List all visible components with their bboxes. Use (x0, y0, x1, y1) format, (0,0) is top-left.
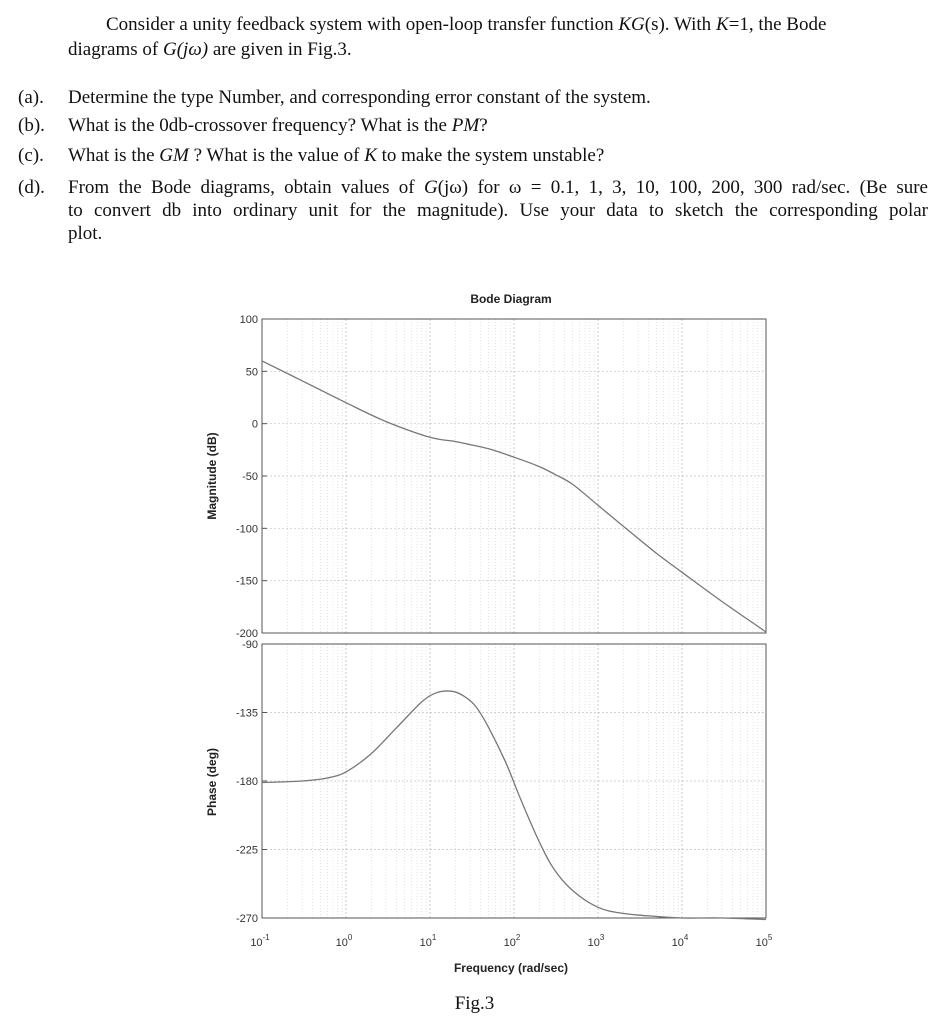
x-tick-exponent: 3 (599, 933, 605, 942)
intro-text-3: =1, the Bode (728, 14, 827, 35)
figure-caption: Fig.3 (454, 993, 495, 1014)
x-tick-base: 10 (335, 937, 348, 949)
x-tick-exponent: 1 (431, 933, 437, 942)
x-tick-exponent: 0 (347, 933, 353, 942)
question-b-text-a: What is the 0db-crossover frequency? What is the (68, 115, 452, 136)
frequency-x-tick-label (336, 933, 353, 949)
magnitude-y-tick-label: 100 (239, 314, 258, 326)
question-c-text-c: to make the system unstable? (376, 145, 605, 166)
phase-y-tick-label: -135 (235, 707, 258, 720)
magnitude-y-tick-label: -150 (235, 575, 258, 588)
intro-text-5: are given in Fig.3. (208, 39, 352, 60)
question-d-line-2: to convert db into ordinary unit for the magnitude). Use your data to sketch the corresponding polar (68, 200, 928, 221)
x-tick-base: 10 (419, 937, 432, 949)
question-c-k: K (364, 145, 377, 166)
intro-text-1: Consider a unity feedback system with open-loop transfer function (106, 14, 619, 35)
question-d-text-a: From the Bode diagrams, obtain values of (68, 177, 424, 198)
magnitude-y-tick-label: -200 (235, 628, 258, 640)
question-b-pm: PM (451, 115, 480, 136)
frequency-x-tick-label (504, 933, 521, 949)
frequency-x-tick-label (250, 933, 270, 949)
question-c-gm: GM (159, 145, 189, 166)
frequency-x-tick-label (672, 933, 689, 949)
question-b-label: (b). (18, 115, 45, 136)
question-c-label: (c). (18, 145, 44, 166)
frequency-x-label: Frequency (rad/sec) (453, 961, 569, 975)
question-d-text-b: (jω) for ω = 0.1, 1, 3, 10, 100, 200, 300 rad/sec. (Be sure (437, 177, 928, 198)
x-tick-exponent: 2 (515, 933, 521, 942)
frequency-x-tick-label (420, 933, 437, 949)
x-tick-exponent: 5 (767, 933, 773, 942)
phase-y-tick-label: -225 (235, 844, 258, 857)
phase-y-tick-label: -270 (235, 913, 258, 925)
frequency-x-tick-label (756, 933, 773, 949)
frequency-x-tick-label (588, 933, 605, 949)
question-d-g: G (423, 177, 438, 198)
intro-jw: (jω) (176, 39, 209, 60)
x-tick-base: 10 (671, 937, 684, 949)
phase-y-label: Phase (deg) (205, 747, 219, 817)
intro-k: K (715, 14, 729, 35)
question-d-line-3: plot. (68, 223, 103, 244)
frequency-x-ticks (250, 933, 773, 949)
question-a-label: (a). (18, 87, 44, 108)
question-c-text-a: What is the (68, 145, 160, 166)
question-b-text-b: ? (479, 115, 488, 136)
x-tick-exponent: -1 (262, 933, 270, 942)
question-a-text: Determine the type Number, and corresponding error constant of the system. (68, 87, 651, 108)
magnitude-y-tick-label: 0 (251, 418, 258, 431)
magnitude-y-tick-label: -50 (242, 471, 258, 483)
x-tick-base: 10 (755, 937, 768, 949)
magnitude-y-tick-label: -100 (235, 523, 258, 536)
x-tick-base: 10 (587, 937, 600, 949)
phase-y-tick-label: -180 (235, 776, 258, 788)
phase-y-tick-label: -90 (242, 639, 258, 651)
x-tick-exponent: 4 (683, 933, 689, 942)
magnitude-y-tick-label: 50 (245, 366, 258, 379)
question-c-text-b: ? What is the value of (188, 145, 365, 166)
x-tick-base: 10 (250, 937, 263, 949)
x-tick-base: 10 (503, 937, 516, 949)
intro-text-4: diagrams of (68, 39, 163, 60)
magnitude-grid (262, 319, 766, 633)
bode-title: Bode Diagram (470, 292, 552, 306)
intro-text-2: (s). With (644, 14, 716, 35)
intro-g: G (162, 39, 177, 60)
intro-kg: KG (618, 14, 645, 35)
question-d-label: (d). (18, 177, 45, 198)
magnitude-y-label: Magnitude (dB) (205, 432, 219, 520)
